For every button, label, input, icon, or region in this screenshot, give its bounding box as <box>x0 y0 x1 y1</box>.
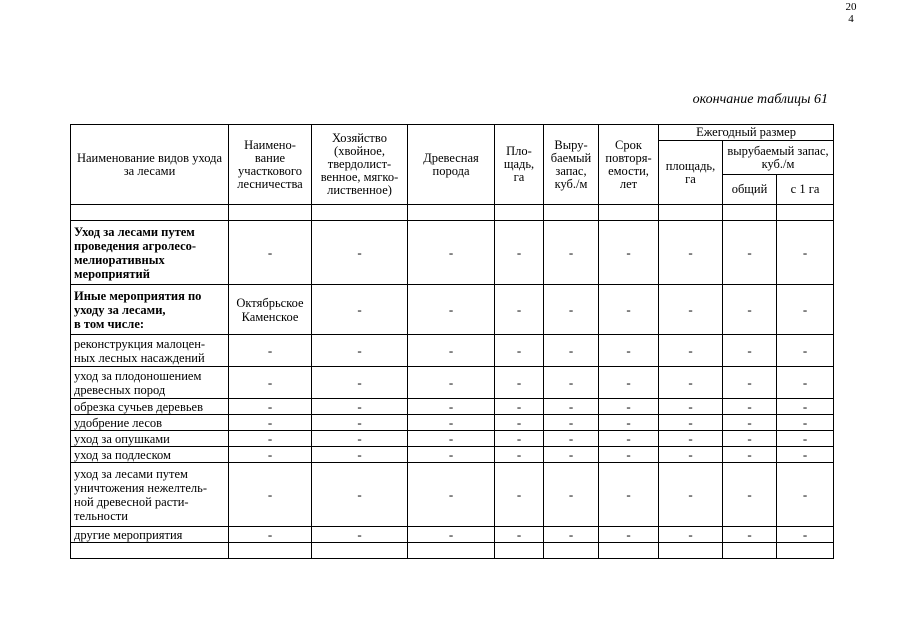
cell-species: - <box>408 399 495 415</box>
row-name: уход за лесами путем уничтожения нежелтель-ной древесной расти-тельности <box>71 463 229 527</box>
table-caption: окончание таблицы 61 <box>692 92 828 107</box>
table-row <box>71 527 834 543</box>
row-name: уход за подлеском <box>71 447 229 463</box>
row-name: уход за плодоношением древесных пород <box>71 367 229 399</box>
cell-forestry: - <box>229 463 312 527</box>
cell-area: - <box>495 285 544 335</box>
cell-total: - <box>723 399 777 415</box>
cell-forestry: - <box>229 367 312 399</box>
cell-economy: - <box>312 367 408 399</box>
header-species: Древесная порода <box>408 125 495 205</box>
cell-area: - <box>495 399 544 415</box>
cell-area: - <box>495 221 544 285</box>
cell-per-ha: - <box>777 447 834 463</box>
cell-period: - <box>599 415 659 431</box>
table-row <box>71 221 834 285</box>
cell-annual-area: - <box>659 367 723 399</box>
cell-annual-area: - <box>659 527 723 543</box>
header-volume: Выру-баемый запас, куб./м <box>544 125 599 205</box>
header-annual: Ежегодный размер <box>659 125 834 141</box>
cell-volume: - <box>544 527 599 543</box>
forest-care-table <box>70 124 834 559</box>
header-area: Пло-щадь, га <box>495 125 544 205</box>
cell-economy: - <box>312 415 408 431</box>
row-name: Уход за лесами путем проведения агролесо-мелиоративных мероприятий <box>71 221 229 285</box>
cell-volume: - <box>544 431 599 447</box>
cell-per-ha: - <box>777 415 834 431</box>
cell-period: - <box>599 335 659 367</box>
cell-forestry: - <box>229 431 312 447</box>
cell-volume: - <box>544 415 599 431</box>
table-row <box>71 367 834 399</box>
cell-total: - <box>723 527 777 543</box>
cell-period: - <box>599 431 659 447</box>
cell-per-ha: - <box>777 285 834 335</box>
cell-volume: - <box>544 335 599 367</box>
table-row <box>71 399 834 415</box>
cell-forestry: - <box>229 335 312 367</box>
table-row <box>71 447 834 463</box>
row-name: обрезка сучьев деревьев <box>71 399 229 415</box>
cell-period: - <box>599 221 659 285</box>
page-number-line2: 4 <box>848 13 854 25</box>
cell-total: - <box>723 431 777 447</box>
cell-forestry: - <box>229 527 312 543</box>
table-body <box>71 205 834 559</box>
cell-species: - <box>408 415 495 431</box>
cell-area: - <box>495 431 544 447</box>
cell-per-ha: - <box>777 367 834 399</box>
cell-period: - <box>599 399 659 415</box>
cell-period: - <box>599 463 659 527</box>
table-row <box>71 335 834 367</box>
row-name: удобрение лесов <box>71 415 229 431</box>
spacer-row-end <box>71 543 834 559</box>
cell-annual-area: - <box>659 415 723 431</box>
cell-total: - <box>723 335 777 367</box>
row-name: реконструкция малоцен-ных лесных насаждений <box>71 335 229 367</box>
cell-species: - <box>408 463 495 527</box>
row-name: Иные мероприятия по уходу за лесами, в том числе: <box>71 285 229 335</box>
cell-period: - <box>599 367 659 399</box>
cell-volume: - <box>544 285 599 335</box>
table-row <box>71 415 834 431</box>
cell-species: - <box>408 447 495 463</box>
cell-per-ha: - <box>777 399 834 415</box>
cell-economy: - <box>312 431 408 447</box>
cell-area: - <box>495 463 544 527</box>
page-number <box>836 1 866 25</box>
cell-annual-area: - <box>659 285 723 335</box>
table-row <box>71 285 834 335</box>
cell-forestry: - <box>229 415 312 431</box>
cell-economy: - <box>312 527 408 543</box>
cell-species: - <box>408 221 495 285</box>
cell-forestry: - <box>229 447 312 463</box>
cell-forestry: - <box>229 221 312 285</box>
cell-period: - <box>599 527 659 543</box>
cell-economy: - <box>312 447 408 463</box>
cell-species: - <box>408 335 495 367</box>
cell-economy: - <box>312 335 408 367</box>
cell-per-ha: - <box>777 431 834 447</box>
cell-volume: - <box>544 463 599 527</box>
cell-period: - <box>599 285 659 335</box>
cell-per-ha: - <box>777 335 834 367</box>
cell-area: - <box>495 527 544 543</box>
cell-total: - <box>723 415 777 431</box>
cell-annual-area: - <box>659 447 723 463</box>
cell-total: - <box>723 221 777 285</box>
table-row <box>71 431 834 447</box>
cell-per-ha: - <box>777 463 834 527</box>
header-name: Наименование видов ухода за лесами <box>71 125 229 205</box>
cell-area: - <box>495 447 544 463</box>
cell-volume: - <box>544 447 599 463</box>
cell-annual-area: - <box>659 463 723 527</box>
cell-annual-area: - <box>659 399 723 415</box>
cell-total: - <box>723 367 777 399</box>
header-per-ha: с 1 га <box>777 175 834 205</box>
page-number-line1: 20 <box>845 1 857 13</box>
cell-volume: - <box>544 221 599 285</box>
cell-total: - <box>723 463 777 527</box>
cell-total: - <box>723 285 777 335</box>
cell-area: - <box>495 335 544 367</box>
cell-volume: - <box>544 367 599 399</box>
row-name: другие мероприятия <box>71 527 229 543</box>
cell-annual-area: - <box>659 335 723 367</box>
cell-volume: - <box>544 399 599 415</box>
cell-annual-area: - <box>659 221 723 285</box>
cell-species: - <box>408 431 495 447</box>
cell-economy: - <box>312 463 408 527</box>
cell-species: - <box>408 527 495 543</box>
header-period: Срок повторя-емости, лет <box>599 125 659 205</box>
cell-species: - <box>408 367 495 399</box>
row-name: уход за опушками <box>71 431 229 447</box>
cell-area: - <box>495 367 544 399</box>
header-annual-volume: вырубаемый запас, куб./м <box>723 141 834 175</box>
cell-per-ha: - <box>777 221 834 285</box>
header-total: общий <box>723 175 777 205</box>
cell-per-ha: - <box>777 527 834 543</box>
cell-annual-area: - <box>659 431 723 447</box>
header-forestry: Наимено-вание участкового лесничества <box>229 125 312 205</box>
spacer-row <box>71 205 834 221</box>
header-economy: Хозяйство (хвойное, твердолист-венное, мягко-лиственное) <box>312 125 408 205</box>
cell-economy: - <box>312 399 408 415</box>
cell-forestry: Октябрьское Каменское <box>229 285 312 335</box>
header-annual-area: площадь, га <box>659 141 723 205</box>
cell-area: - <box>495 415 544 431</box>
cell-species: - <box>408 285 495 335</box>
cell-economy: - <box>312 285 408 335</box>
cell-economy: - <box>312 221 408 285</box>
table-row <box>71 463 834 527</box>
cell-total: - <box>723 447 777 463</box>
cell-period: - <box>599 447 659 463</box>
cell-forestry: - <box>229 399 312 415</box>
